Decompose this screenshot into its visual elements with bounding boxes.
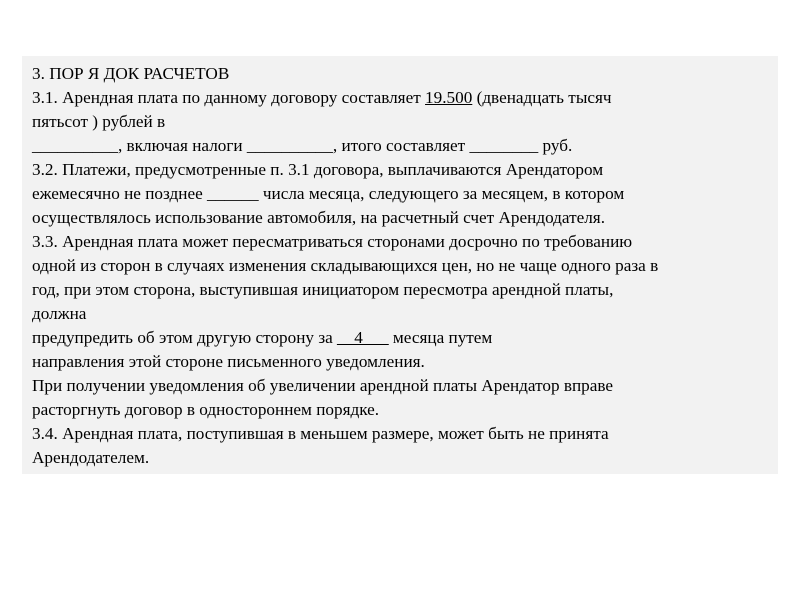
clause-3-3-line-4: должна <box>32 304 87 323</box>
clause-3-3-text-post: месяца путем <box>388 328 493 347</box>
clause-3-3-line-6: направления этой стороне письменного уведомления. <box>32 352 425 371</box>
clause-3-1-text-post: (двенадцать тысяч <box>472 88 612 107</box>
document-text <box>32 62 774 470</box>
notice-months: __4___ <box>337 328 389 347</box>
clause-3-2-line-3: осуществлялось использование автомобиля, на расчетный счет Арендодателя. <box>32 208 606 227</box>
document-panel <box>22 56 778 474</box>
clause-3-3-line-5 <box>32 326 774 350</box>
clause-3-3-line-7: При получении уведомления об увеличении арендной платы Арендатор вправе <box>32 376 614 395</box>
rent-amount: 19.500 <box>425 88 473 107</box>
clause-3-3-text-pre: предупредить об этом другую сторону за <box>32 328 338 347</box>
clause-3-2-line-1: 3.2. Платежи, предусмотренные п. 3.1 договора, выплачиваются Арендатором <box>32 160 604 179</box>
clause-3-1-line-1 <box>32 86 774 110</box>
clause-3-1-text-pre: 3.1. Арендная плата по данному договору составляет <box>32 88 426 107</box>
section-heading: 3. ПОР Я ДОК РАСЧЕТОВ <box>32 64 230 83</box>
clause-3-1-line-3: __________, включая налоги __________, итого составляет ________ руб. <box>32 136 573 155</box>
clause-3-4-line-1: 3.4. Арендная плата, поступившая в меньшем размере, может быть не принята <box>32 424 609 443</box>
clause-3-3-line-2: одной из сторон в случаях изменения складывающихся цен, но не чаще одного раза в <box>32 256 659 275</box>
clause-3-2-line-2: ежемесячно не позднее ______ числа месяца, следующего за месяцем, в котором <box>32 184 625 203</box>
clause-3-3-line-3: год, при этом сторона, выступившая инициатором пересмотра арендной платы, <box>32 280 614 299</box>
clause-3-1-line-2: пятьсот ) рублей в <box>32 112 166 131</box>
clause-3-4-line-2: Арендодателем. <box>32 448 150 467</box>
clause-3-3-line-8: расторгнуть договор в одностороннем порядке. <box>32 400 380 419</box>
clause-3-3-line-1: 3.3. Арендная плата может пересматриваться сторонами досрочно по требованию <box>32 232 633 251</box>
